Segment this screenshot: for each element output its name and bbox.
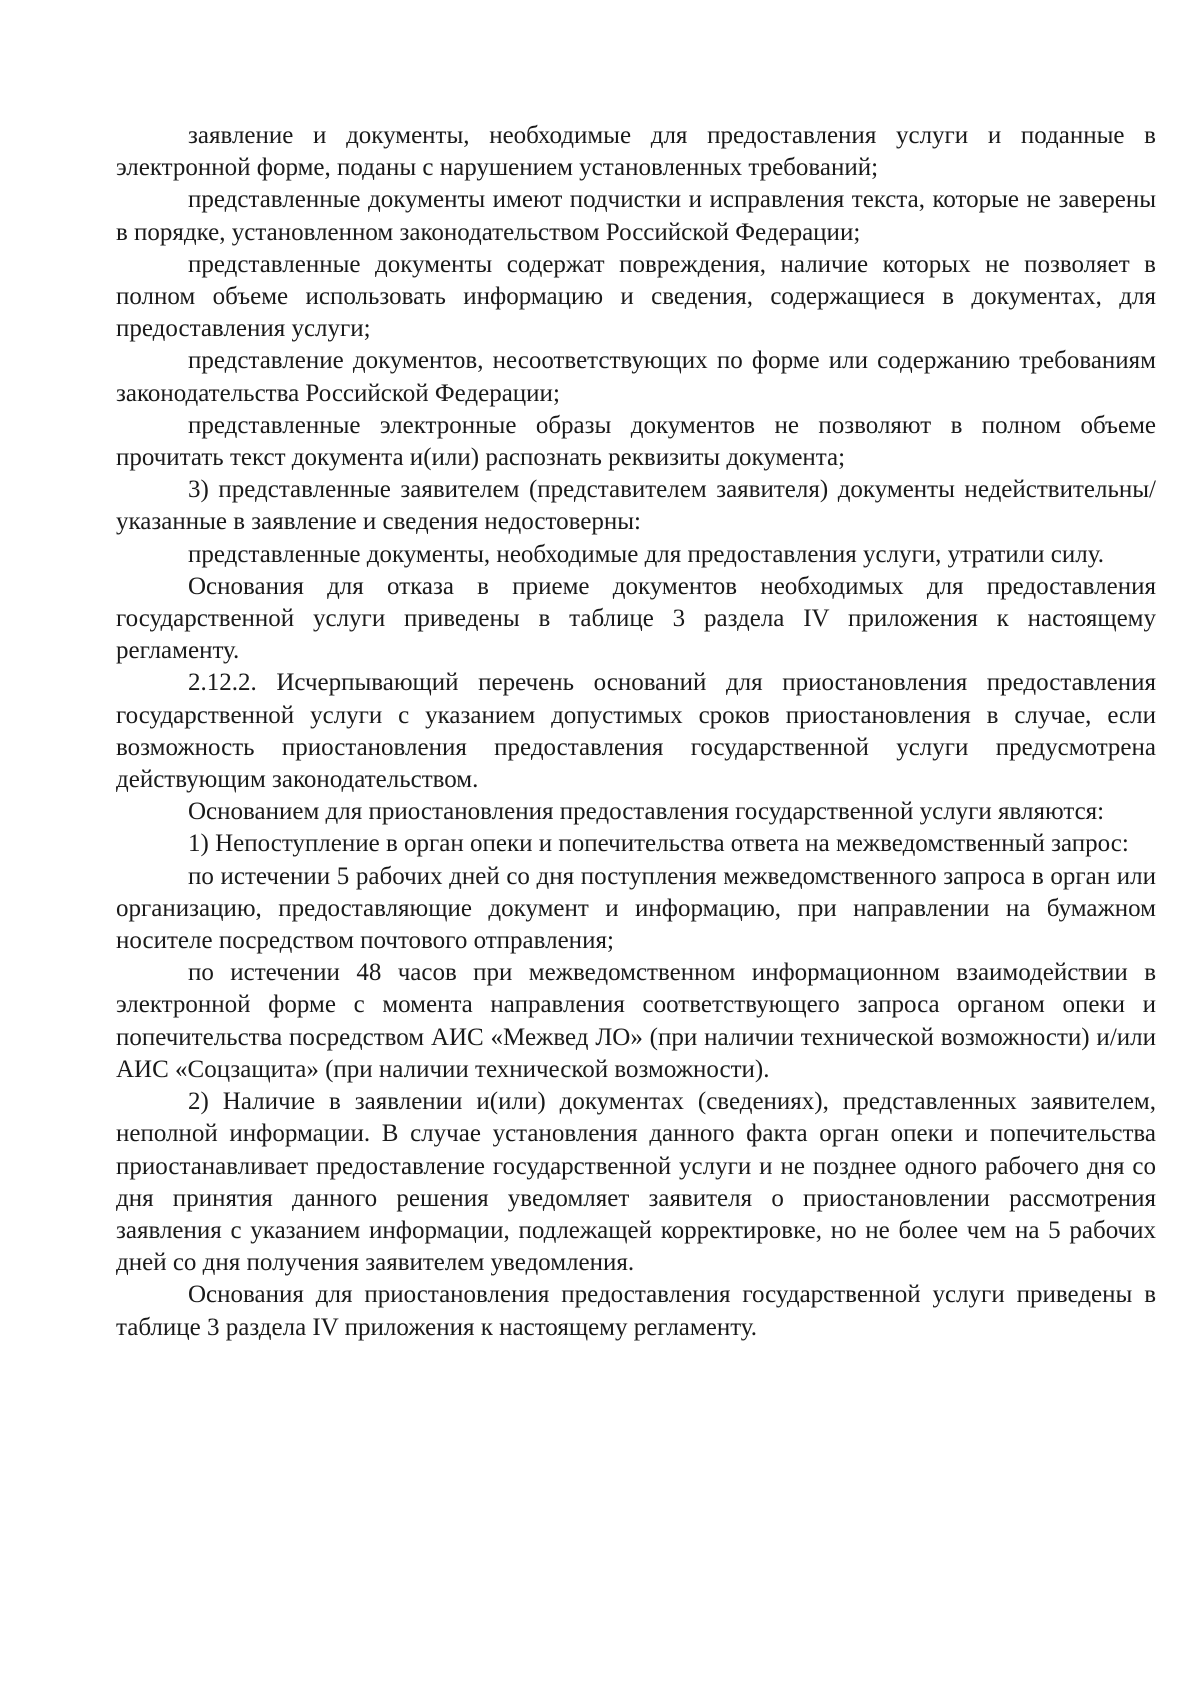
- document-page: [116, 120, 1156, 1344]
- paragraph-documents-expired: представленные документы, необходимые для предоставления услуги, утратили силу.: [188, 540, 1104, 568]
- paragraph-5-working-days: по истечении 5 рабочих дней со дня поступления межведомственного запроса в орган или организацию, предоставляющие документ и информацию, при направлении на бумажном носителе посредством почтового отправления;: [116, 862, 1156, 955]
- paragraph-rejection-grounds-table-ref: Основания для отказа в приеме документов необходимых для предоставления государственной услуги приведены в таблице 3 раздела IV приложения к настоящему регламенту.: [116, 572, 1156, 665]
- paragraph-item-2-incomplete-info: 2) Наличие в заявлении и(или) документах (сведениях), представленных заявителем, неполной информации. В случае установления данного факта орган опеки и попечительства приостанавливает предоставление государственной услуги и не позднее одного рабочего дня со дня принятия данного решения уведомляет заявителя о приостановлении рассмотрения заявления с указанием информации, подлежащей корректировке, но не более чем на 5 рабочих дней со дня получения заявителем уведомления.: [116, 1088, 1156, 1277]
- paragraph-suspension-grounds-intro: Основанием для приостановления предоставления государственной услуги являются:: [188, 798, 1105, 826]
- paragraph-rejection-unreadable-images: представленные электронные образы документов не позволяют в полном объеме прочитать текст документа и(или) распознать реквизиты документа;: [116, 411, 1156, 472]
- paragraph-item-1-no-response: 1) Непоступление в орган опеки и попечительства ответа на межведомственный запрос:: [188, 830, 1129, 858]
- paragraph-48-hours: по истечении 48 часов при межведомственном информационном взаимодействии в электронной форме с момента направления соответствующего запроса органом опеки и попечительства посредством АИС «Межвед ЛО» (при наличии технической возможности) и/или АИС «Соцзащита» (при наличии технической возможности).: [116, 959, 1156, 1083]
- paragraph-section-2-12-2: 2.12.2. Исчерпывающий перечень оснований для приостановления предоставления государственной услуги с указанием допустимых сроков приостановления в случае, если возможность приостановления предоставления государственной услуги предусмотрена действующим законодательством.: [116, 669, 1156, 794]
- paragraph-rejection-erasures: представленные документы имеют подчистки и исправления текста, которые не заверены в порядке, установленном законодательством Российской Федерации;: [116, 186, 1156, 246]
- paragraph-rejection-form-mismatch: представление документов, несоответствующих по форме или содержанию требованиям законодательства Российской Федерации;: [116, 347, 1156, 407]
- paragraph-rejection-electronic-violation: заявление и документы, необходимые для предоставления услуги и поданные в электронной форме, поданы с нарушением установленных требований;: [116, 122, 1156, 182]
- paragraph-suspension-grounds-table-ref: Основания для приостановления предоставления государственной услуги приведены в таблице 3 раздела IV приложения к настоящему регламенту.: [116, 1281, 1156, 1341]
- paragraph-item-3-invalid-documents: 3) представленные заявителем (представителем заявителя) документы недействительны/указанные в заявление и сведения недостоверны:: [116, 476, 1156, 536]
- paragraph-rejection-damage: представленные документы содержат повреждения, наличие которых не позволяет в полном объеме использовать информацию и сведения, содержащиеся в документах, для предоставления услуги;: [116, 250, 1156, 343]
